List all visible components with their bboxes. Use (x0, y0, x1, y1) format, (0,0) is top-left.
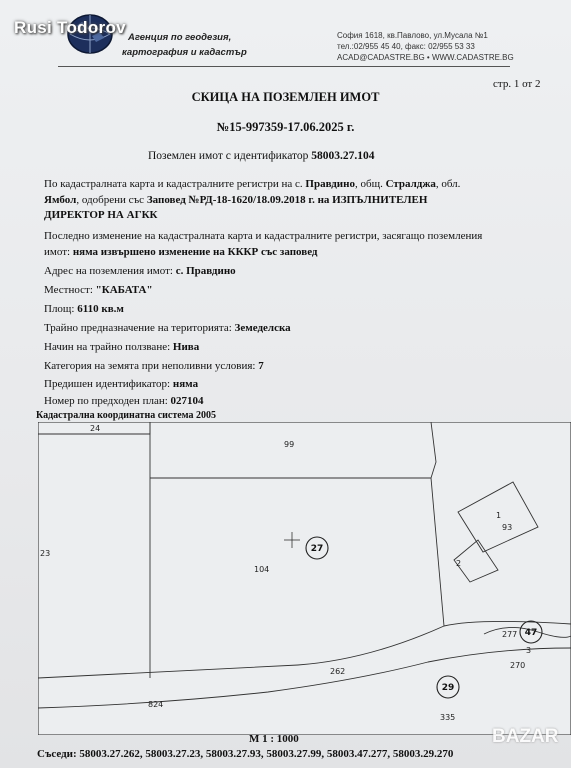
last-change-label: имот: (44, 246, 71, 258)
previous-plan-label: Номер по предходен план: (44, 395, 168, 407)
agency-phone: тел.:02/955 45 40, факс: 02/955 53 33 (337, 42, 475, 51)
identifier-line (148, 150, 375, 162)
purpose-label: Трайно предназначение на територията: (44, 322, 232, 334)
identifier-value: 58003.27.104 (311, 150, 375, 162)
region-name: Ямбол (44, 194, 77, 206)
map-source-line1 (44, 178, 460, 190)
previous-plan-value: 027104 (170, 395, 204, 407)
cadastral-sketch-map (38, 422, 571, 735)
category-line (44, 360, 264, 372)
parcel-label: 277 (502, 630, 518, 639)
map-scale: М 1 : 1000 (249, 733, 299, 745)
parcel-label: 262 (330, 667, 346, 676)
map-source-text: , обл. (435, 178, 461, 190)
parcel-label: 1 (496, 511, 502, 520)
parcel-label: 824 (148, 700, 164, 709)
use-label: Начин на трайно ползване: (44, 341, 171, 353)
agency-web: ACAD@CADASTRE.BG • WWW.CADASTRE.BG (337, 53, 514, 62)
address-label: Адрес на поземления имот: (44, 265, 173, 277)
municipality-name: Стралджа (385, 178, 436, 190)
parcel-label: 99 (284, 440, 295, 449)
watermark: Rusi Todorov (14, 18, 126, 37)
map-source-text: , общ. (355, 178, 383, 190)
parcel-label: 3 (526, 646, 532, 655)
map-source-line3 (44, 209, 158, 221)
approval-order: Заповед №РД-18-1620/18.09.2018 г. на ИЗПЪЛНИТЕЛЕН (146, 194, 428, 206)
locality-line (44, 284, 153, 296)
cadastral-zone-label: 47 (524, 628, 538, 638)
village-name: Правдино (305, 178, 355, 190)
locality-value: "КАБАТА" (95, 284, 153, 296)
agency-line2: картография и кадастър (122, 47, 247, 58)
coordinate-system-caption: Кадастрална координатна система 2005 (36, 410, 216, 421)
area-line (44, 303, 124, 315)
parcel-label: 270 (510, 661, 526, 670)
parcel-label: 2 (456, 559, 462, 568)
parcel-label: 23 (40, 549, 51, 558)
previous-id-value: няма (172, 378, 199, 390)
purpose-line (44, 322, 291, 334)
agency-name (122, 30, 247, 60)
map-source-text: , одобрени със (76, 194, 145, 206)
approval-authority: ДИРЕКТОР НА АГКК (44, 209, 158, 221)
parcel-label: 93 (502, 523, 513, 532)
parcel-label: 335 (440, 713, 456, 722)
page-number: стр. 1 от 2 (493, 78, 541, 90)
cadastral-zone-label: 27 (310, 544, 324, 554)
agency-line1: Агенция по геодезия, (128, 32, 232, 43)
neighbours-line: Съседи: 58003.27.262, 58003.27.23, 58003.27.93, 58003.27.99, 58003.47.277, 58003.29.270 (37, 748, 454, 760)
document-number: №15-997359-17.06.2025 г. (216, 120, 355, 134)
header-divider (58, 66, 510, 67)
agency-contact (337, 30, 514, 63)
use-line (44, 341, 199, 353)
category-value: 7 (258, 360, 264, 372)
parcel-label: 24 (90, 424, 101, 433)
map-source-line2 (44, 194, 427, 206)
identifier-label: Поземлен имот с идентификатор (148, 150, 309, 162)
last-change-value: няма извършено изменение на КККР със заповед (72, 246, 318, 258)
area-value: 6110 кв.м (77, 303, 124, 315)
area-label: Площ: (44, 303, 75, 315)
document-title: СКИЦА НА ПОЗЕМЛЕН ИМОТ (191, 90, 380, 104)
previous-id-label: Предишен идентификатор: (44, 378, 171, 390)
address-line (44, 265, 236, 277)
category-label: Категория на земята при неполивни условия: (44, 360, 256, 372)
address-value: с. Правдино (175, 265, 236, 277)
purpose-value: Земеделска (234, 322, 291, 334)
previous-id-line (44, 378, 198, 390)
last-change-line2 (44, 246, 318, 258)
use-value: Нива (172, 341, 200, 353)
previous-plan-line (44, 395, 204, 407)
map-source-text: По кадастралната карта и кадастралните регистри на с. (44, 178, 303, 190)
locality-label: Местност: (44, 284, 93, 296)
agency-address: София 1618, кв.Павлово, ул.Мусала №1 (337, 31, 488, 40)
watermark-bottom: BAZAR (492, 726, 559, 747)
last-change-line1: Последно изменение на кадастралната карта и кадастралните регистри, засягащо поземления (44, 230, 483, 242)
parcel-label: 104 (254, 565, 270, 574)
cadastral-zone-label: 29 (441, 683, 455, 693)
